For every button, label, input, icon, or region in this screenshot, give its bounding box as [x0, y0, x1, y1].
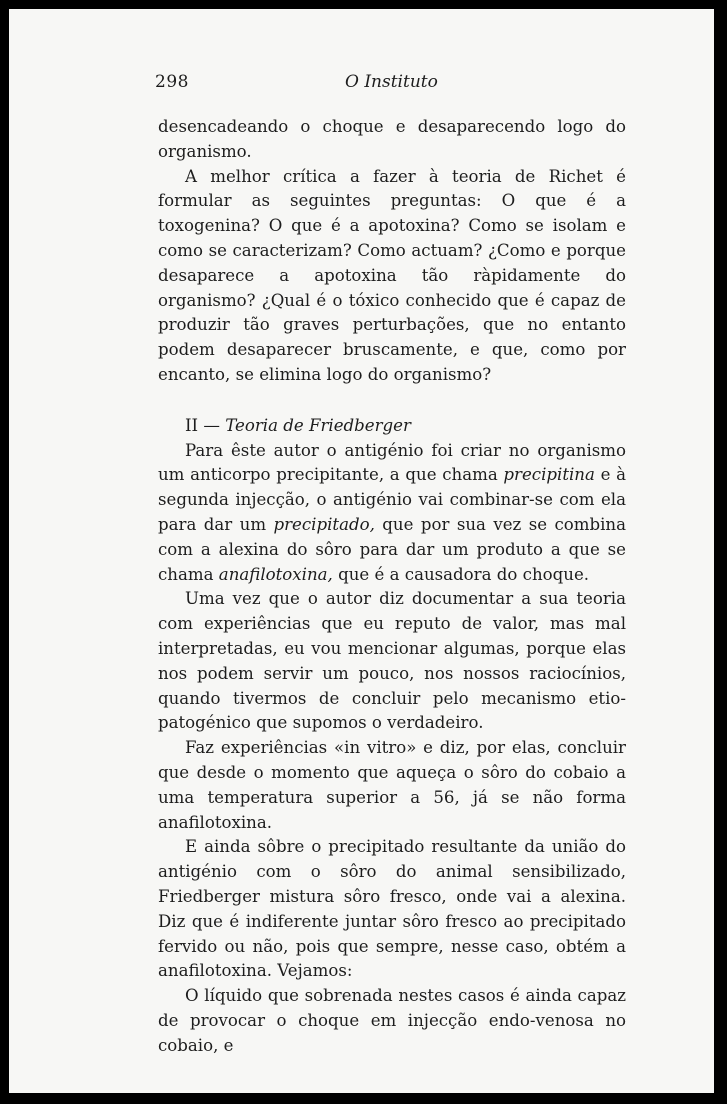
paragraph: O líquido que sobrenada nestes casos é ainda capaz de provocar o choque em injecção endo-venosa no cobaio, e	[158, 986, 626, 1055]
section-heading	[158, 414, 626, 439]
paragraph: desencadeando o choque e desaparecendo logo do organismo.	[158, 117, 626, 161]
paragraph: Para êste autor o antigénio foi criar no organismo um anticorpo precipitante, a que chama precipitina e à segunda injecção, o antigénio vai combinar-se com ela para dar um precipitado, que por sua vez se combina com a alexina do sôro para dar um produto a que se chama anafilotoxina, que é a causadora do choque.	[158, 440, 626, 584]
body-text	[158, 115, 626, 1058]
paragraph: E ainda sôbre o precipitado resultante da união do antigénio com o sôro do animal sensibilizado, Friedberger mistura sôro fresco, onde vai a alexina. Diz que é indiferente juntar sôro fresco ao precipitado fervido ou não, pois que sempre, nesse caso, obtém a anafilotoxina. Vejamos:	[158, 837, 626, 981]
section-number: II —	[185, 415, 220, 435]
term-anafilotoxina: anafilotoxina,	[218, 564, 333, 584]
page-number: 298	[155, 72, 189, 92]
paragraph: Uma vez que o autor diz documentar a sua teoria com experiências que eu reputo de valor, mas mal interpretadas, eu vou mencionar algumas, porque elas nos podem servir um pouco, nos nossos raciocínios, quando tivermos de concluir pelo mecanismo etio-patogénico que supomos o verdadeiro.	[158, 589, 626, 733]
term-precipitina: precipitina	[503, 465, 595, 485]
section-title: Teoria de Friedberger	[225, 415, 411, 435]
running-title: O Instituto	[345, 72, 438, 92]
page	[9, 9, 714, 1093]
page-header	[155, 72, 638, 98]
paragraph: A melhor crítica a fazer à teoria de Richet é formular as seguintes preguntas: O que é a toxogenina? O que é a apotoxina? Como se isolam e como se caracterizam? Como actuam? ¿Como e porque desaparece a apotoxina tão ràpidamente do organismo? ¿Qual é o tóxico conhecido que é capaz de produzir tão graves perturbações, que no entanto podem desaparecer bruscamente, e que, como por encanto, se elimina logo do organismo?	[158, 166, 626, 384]
paragraph: Faz experiências «in vitro» e diz, por elas, concluir que desde o momento que aqueça o sôro do cobaio a uma temperatura superior a 56, já se não forma anafilotoxina.	[158, 738, 626, 832]
term-precipitado: precipitado,	[273, 514, 375, 534]
